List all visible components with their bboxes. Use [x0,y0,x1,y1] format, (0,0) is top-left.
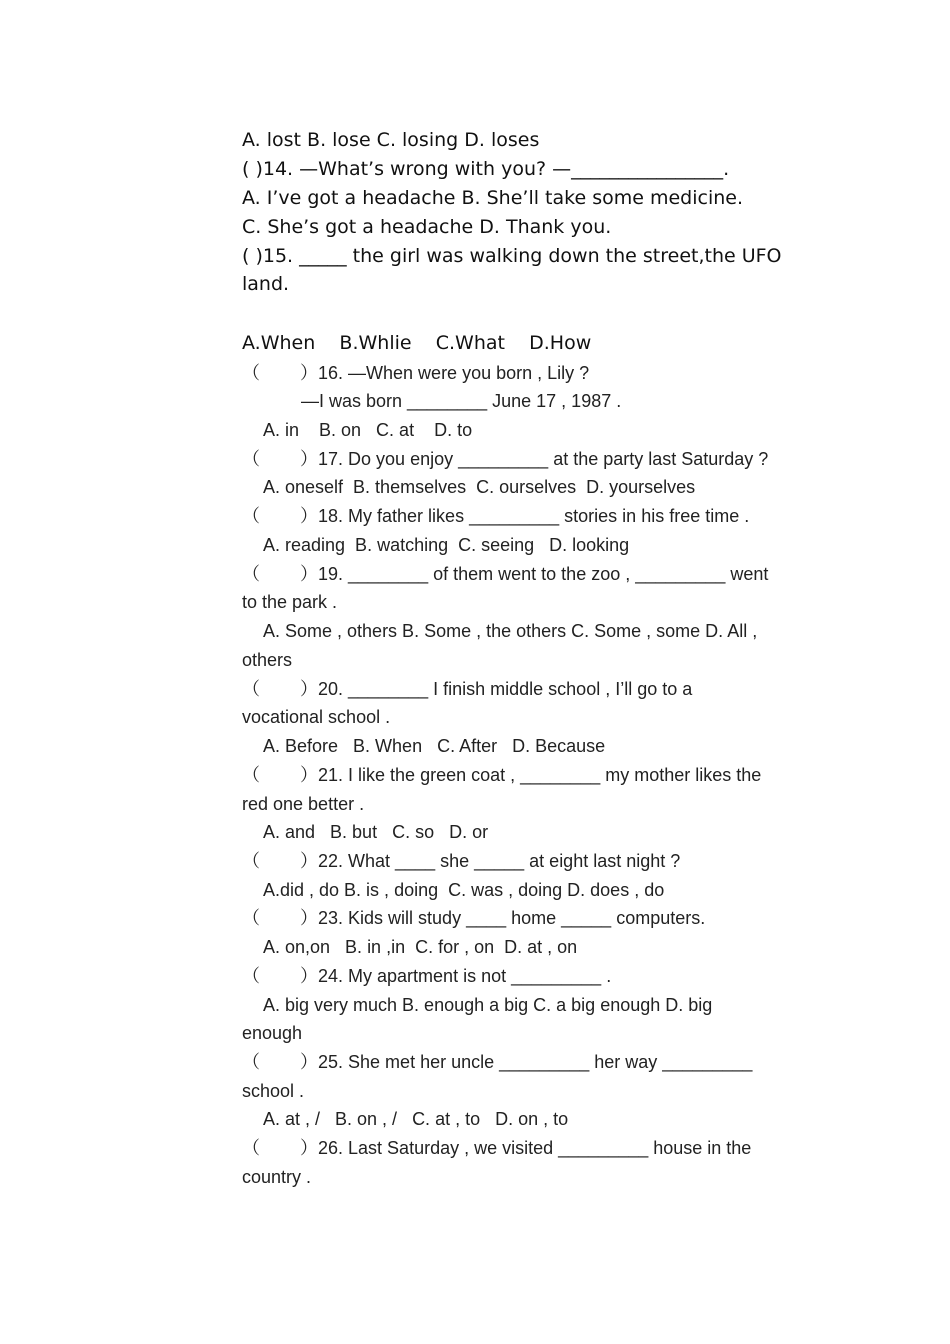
options-line: A. in B. on C. at D. to [263,420,473,440]
text-line: to the park . [242,592,338,612]
options-line: A. reading B. watching C. seeing D. looking [263,535,630,555]
options-line: A. oneself B. themselves C. ourselves D. yourselves [263,477,696,497]
options-line: A.did , do B. is , doing C. was , doing D. does , do [263,880,665,900]
question-19: （ ）19. ________ of them went to the zoo , _________ went [242,564,769,584]
options-line: A. Some , others B. Some , the others C. Some , some D. All , [263,621,758,641]
question-23: （ ）23. Kids will study ____ home _____ computers. [242,908,706,928]
question-20: （ ）20. ________ I finish middle school , I’ll go to a [242,679,693,699]
text-line: —I was born ________ June 17 , 1987 . [301,391,622,411]
text-line: country . [242,1167,312,1187]
question-15: ( )15. _____ the girl was walking down the street,the UFO [242,245,782,267]
question-25: （ ）25. She met her uncle _________ her way _________ [242,1052,753,1072]
options-line: A. Before B. When C. After D. Because [263,736,606,756]
options-line: A. on,on B. in ,in C. for , on D. at , on [263,937,578,957]
text-line: A. lost B. lose C. losing D. loses [242,129,540,151]
text-line: enough [242,1023,303,1043]
question-22: （ ）22. What ____ she _____ at eight last night ? [242,851,681,871]
text-line: land. [242,273,290,295]
question-21: （ ）21. I like the green coat , ________ my mother likes the [242,765,762,785]
text-line: school . [242,1081,305,1101]
text-line: A. I’ve got a headache B. She’ll take some medicine. [242,187,743,209]
text-line: vocational school . [242,707,391,727]
text-line: A.When B.Whlie C.What D.How [242,332,592,354]
question-16: （ ）16. —When were you born , Lily ? [242,363,590,383]
options-line: A. big very much B. enough a big C. a big enough D. big [263,995,713,1015]
text-line: red one better . [242,794,365,814]
text-line: others [242,650,293,670]
question-26: （ ）26. Last Saturday , we visited _________ house in the [242,1138,752,1158]
options-line: A. at , / B. on , / C. at , to D. on , to [263,1109,569,1129]
question-14: ( )14. —What’s wrong with you? —________________. [242,158,730,180]
options-line: A. and B. but C. so D. or [263,822,489,842]
question-17: （ ）17. Do you enjoy _________ at the party last Saturday ? [242,449,769,469]
text-line: C. She’s got a headache D. Thank you. [242,216,612,238]
question-24: （ ）24. My apartment is not _________ . [242,966,612,986]
question-18: （ ）18. My father likes _________ stories in his free time . [242,506,750,526]
